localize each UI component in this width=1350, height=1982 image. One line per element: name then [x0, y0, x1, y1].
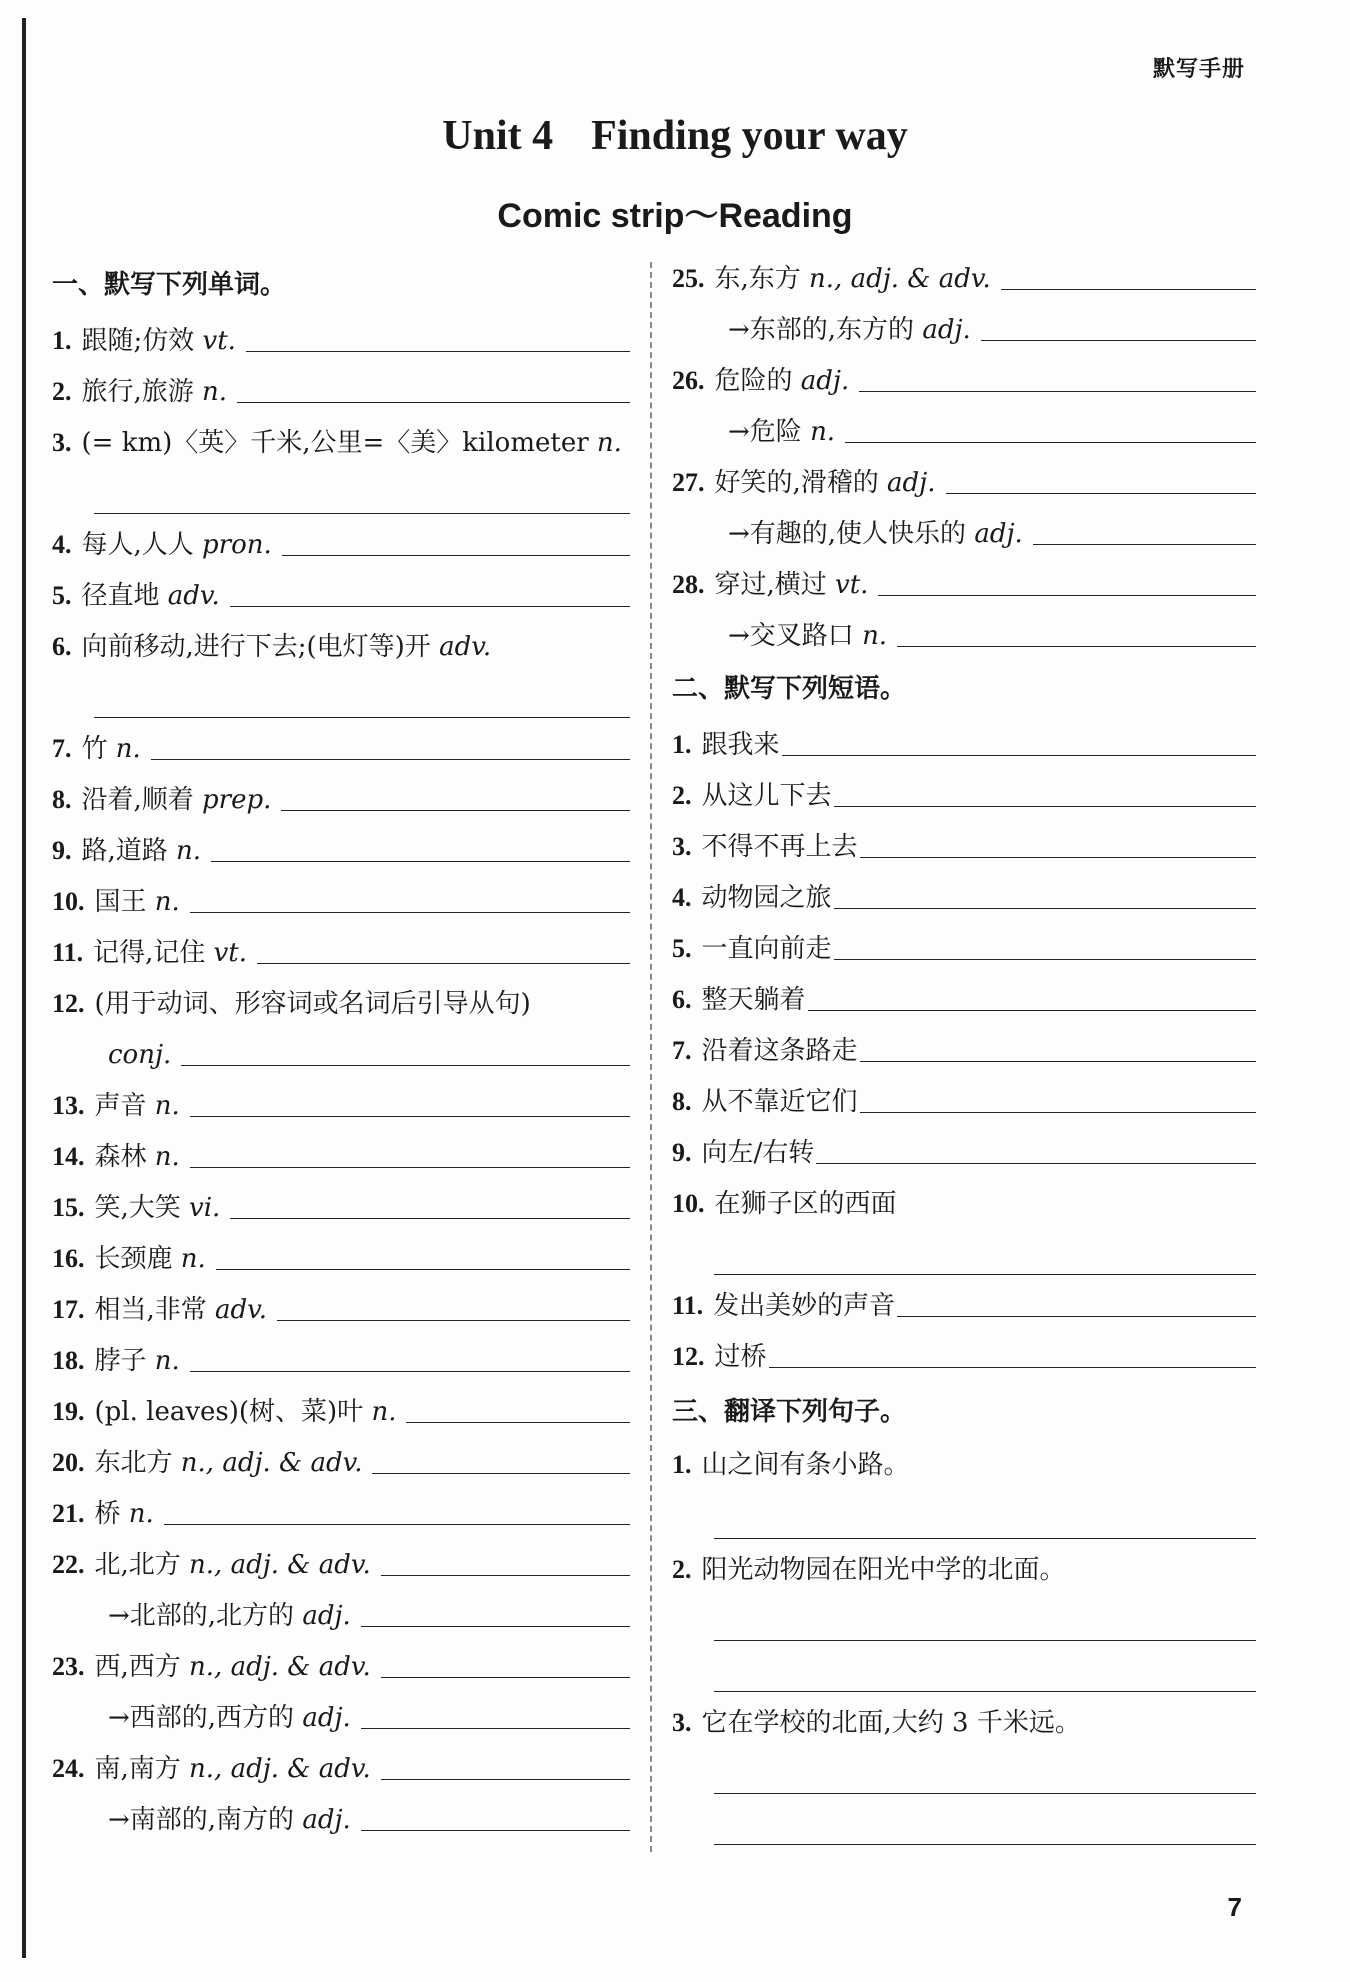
answer-line[interactable]	[246, 350, 630, 352]
answer-line[interactable]	[361, 1727, 630, 1729]
word-item-derived: →西部的,西方的 adj.	[52, 1689, 630, 1733]
word-item: 15. 笑,大笑 vi.	[52, 1179, 630, 1223]
word-item: 24. 南,南方 n., adj. & adv.	[52, 1740, 630, 1784]
phrase-item: 3. 不得不再上去	[672, 818, 1256, 862]
answer-line[interactable]	[151, 758, 630, 760]
answer-line[interactable]	[190, 911, 630, 913]
answer-line[interactable]	[834, 805, 1256, 807]
answer-line[interactable]	[714, 1537, 1256, 1539]
answer-line[interactable]	[257, 962, 630, 964]
word-item: 4. 每人,人人 pron.	[52, 516, 630, 560]
word-item-derived: →北部的,北方的 adj.	[52, 1587, 630, 1631]
answer-line[interactable]	[714, 1843, 1256, 1845]
answer-line[interactable]	[860, 856, 1256, 858]
answer-line[interactable]	[190, 1115, 630, 1117]
word-item: 1. 跟随;仿效 vt.	[52, 312, 630, 356]
answer-line[interactable]	[859, 390, 1256, 392]
answer-line[interactable]	[230, 1217, 630, 1219]
answer-line[interactable]	[361, 1829, 630, 1831]
phrase-item: 10. 在狮子区的西面	[672, 1189, 897, 1219]
answer-line[interactable]	[981, 339, 1256, 341]
word-item: 8. 沿着,顺着 prep.	[52, 771, 630, 815]
answer-line[interactable]	[164, 1523, 630, 1525]
word-item: 12. (用于动词、形容词或名词后引导从句)	[52, 989, 531, 1019]
word-item: 11. 记得,记住 vt.	[52, 924, 630, 968]
phrase-item: 5. 一直向前走	[672, 920, 1256, 964]
phrase-item: 7. 沿着这条路走	[672, 1022, 1256, 1066]
word-item: 16. 长颈鹿 n.	[52, 1230, 630, 1274]
word-item: 3. (= km)〈英〉千米,公里=〈美〉kilometer n.	[52, 428, 622, 458]
word-item: 28. 穿过,横过 vt.	[672, 556, 1256, 600]
answer-line[interactable]	[897, 1315, 1256, 1317]
word-item-derived: →有趣的,使人快乐的 adj.	[672, 505, 1256, 549]
word-item: 27. 好笑的,滑稽的 adj.	[672, 454, 1256, 498]
word-item-derived: →危险 n.	[672, 403, 1256, 447]
answer-line[interactable]	[946, 492, 1256, 494]
answer-line[interactable]	[230, 605, 630, 607]
answer-line[interactable]	[381, 1574, 630, 1576]
word-item: 19. (pl. leaves)(树、菜)叶 n.	[52, 1383, 630, 1427]
word-item: 26. 危险的 adj.	[672, 352, 1256, 396]
answer-line[interactable]	[897, 645, 1256, 647]
phrase-item: 4. 动物园之旅	[672, 869, 1256, 913]
binding-line	[22, 18, 26, 1958]
phrase-item: 9. 向左/右转	[672, 1124, 1256, 1168]
answer-line[interactable]	[190, 1166, 630, 1168]
answer-line[interactable]	[372, 1472, 630, 1474]
answer-line[interactable]	[834, 907, 1256, 909]
answer-line[interactable]	[361, 1625, 630, 1627]
answer-line[interactable]	[94, 716, 630, 718]
subtitle: Comic strip～Reading	[497, 197, 853, 235]
answer-line[interactable]	[714, 1690, 1256, 1692]
answer-line[interactable]	[190, 1370, 630, 1372]
answer-line[interactable]	[94, 512, 630, 514]
answer-line[interactable]	[860, 1060, 1256, 1062]
header-tag: 默写手册	[1152, 57, 1245, 82]
phrase-item: 6. 整天躺着	[672, 971, 1256, 1015]
answer-line[interactable]	[237, 401, 630, 403]
word-item: 25. 东,东方 n., adj. & adv.	[672, 250, 1256, 294]
answer-line[interactable]	[769, 1366, 1256, 1368]
word-item: 6. 向前移动,进行下去;(电灯等)开 adv.	[52, 632, 492, 662]
answer-line[interactable]	[808, 1009, 1256, 1011]
answer-line[interactable]	[878, 594, 1256, 596]
word-item: 13. 声音 n.	[52, 1077, 630, 1121]
word-item: 7. 竹 n.	[52, 720, 630, 764]
sentence-item: 2. 阳光动物园在阳光中学的北面。	[672, 1555, 1066, 1585]
word-item: 22. 北,北方 n., adj. & adv.	[52, 1536, 630, 1580]
section-1-title: 一、默写下列单词。	[52, 270, 287, 300]
answer-line[interactable]	[406, 1421, 630, 1423]
word-item: 10. 国王 n.	[52, 873, 630, 917]
word-item: 5. 径直地 adv.	[52, 567, 630, 611]
phrase-item: 1. 跟我来	[672, 716, 1256, 760]
word-item: 18. 脖子 n.	[52, 1332, 630, 1376]
answer-line[interactable]	[1001, 288, 1256, 290]
answer-line[interactable]	[181, 1064, 630, 1066]
answer-line[interactable]	[216, 1268, 630, 1270]
answer-line[interactable]	[381, 1778, 630, 1780]
answer-line[interactable]	[714, 1273, 1256, 1275]
word-item: 21. 桥 n.	[52, 1485, 630, 1529]
answer-line[interactable]	[1033, 543, 1256, 545]
word-item: 17. 相当,非常 adv.	[52, 1281, 630, 1325]
answer-line[interactable]	[845, 441, 1256, 443]
word-item-cont: conj.	[52, 1026, 630, 1070]
word-item: 23. 西,西方 n., adj. & adv.	[52, 1638, 630, 1682]
word-item-derived: →交叉路口 n.	[672, 607, 1256, 651]
answer-line[interactable]	[277, 1319, 630, 1321]
word-item-derived: →南部的,南方的 adj.	[52, 1791, 630, 1835]
unit-number: Unit 4	[442, 113, 554, 159]
sentence-item: 3. 它在学校的北面,大约 3 千米远。	[672, 1708, 1081, 1738]
answer-line[interactable]	[211, 860, 630, 862]
phrase-item: 11. 发出美妙的声音	[672, 1277, 1256, 1321]
answer-line[interactable]	[381, 1676, 630, 1678]
word-item: 14. 森林 n.	[52, 1128, 630, 1172]
answer-line[interactable]	[834, 958, 1256, 960]
answer-line[interactable]	[714, 1792, 1256, 1794]
word-item: 9. 路,道路 n.	[52, 822, 630, 866]
answer-line[interactable]	[282, 554, 630, 556]
word-item: 2. 旅行,旅游 n.	[52, 363, 630, 407]
phrase-item: 8. 从不靠近它们	[672, 1073, 1256, 1117]
answer-line[interactable]	[860, 1111, 1256, 1113]
section-2-title: 二、默写下列短语。	[672, 674, 907, 704]
section-3-title: 三、翻译下列句子。	[672, 1397, 907, 1427]
unit-title	[0, 112, 1350, 160]
answer-line[interactable]	[281, 809, 630, 811]
answer-line[interactable]	[816, 1162, 1256, 1164]
sentence-item: 1. 山之间有条小路。	[672, 1450, 910, 1480]
page-number: 7	[1227, 1892, 1242, 1922]
answer-line[interactable]	[782, 754, 1256, 756]
phrase-item: 2. 从这儿下去	[672, 767, 1256, 811]
phrase-item: 12. 过桥	[672, 1328, 1256, 1372]
answer-line[interactable]	[714, 1639, 1256, 1641]
word-item: 20. 东北方 n., adj. & adv.	[52, 1434, 630, 1478]
unit-name: Finding your way	[591, 113, 908, 159]
column-divider	[650, 262, 652, 1852]
word-item-derived: →东部的,东方的 adj.	[672, 301, 1256, 345]
